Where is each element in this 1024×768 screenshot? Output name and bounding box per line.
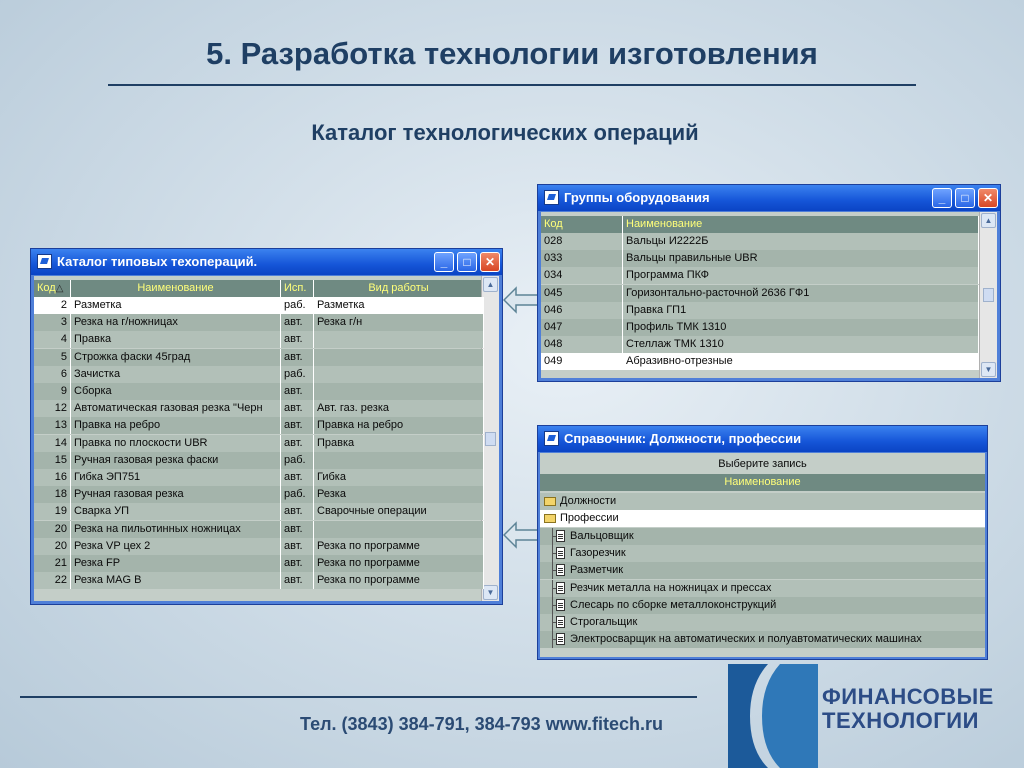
cell-code: 15 bbox=[34, 452, 71, 469]
tree-item[interactable] bbox=[540, 631, 985, 648]
column-header-code[interactable]: Код bbox=[541, 216, 623, 233]
scroll-thumb[interactable] bbox=[983, 288, 994, 302]
cell-code: 9 bbox=[34, 383, 71, 400]
cell-code: 028 bbox=[541, 233, 623, 250]
cell-code: 047 bbox=[541, 319, 623, 336]
catalog-titlebar[interactable] bbox=[31, 249, 502, 275]
tree-item[interactable] bbox=[540, 580, 985, 597]
arrow-left-icon bbox=[503, 286, 541, 314]
scroll-up-button[interactable]: ▲ bbox=[483, 277, 498, 292]
table-row[interactable] bbox=[34, 417, 484, 434]
table-row[interactable] bbox=[541, 233, 979, 250]
cell-name: Программа ПКФ bbox=[623, 267, 979, 284]
slide-subtitle: Каталог технологических операций bbox=[311, 120, 699, 145]
table-row[interactable] bbox=[34, 349, 484, 366]
cell-exec: раб. bbox=[281, 486, 314, 503]
tree-item[interactable] bbox=[540, 597, 985, 614]
tree-item-label: Вальцовщик bbox=[570, 529, 634, 542]
equipment-scrollbar[interactable] bbox=[979, 212, 997, 378]
equipment-grid[interactable] bbox=[541, 212, 997, 378]
folder-icon bbox=[544, 514, 556, 523]
cell-exec: авт. bbox=[281, 521, 314, 538]
cell-name: Разметка bbox=[71, 297, 281, 314]
cell-code: 3 bbox=[34, 314, 71, 331]
cell-work-type bbox=[314, 521, 484, 538]
arrow-left-icon bbox=[503, 521, 541, 549]
table-row[interactable] bbox=[34, 572, 484, 589]
cell-exec: авт. bbox=[281, 469, 314, 486]
app-icon bbox=[37, 254, 52, 269]
close-button[interactable]: ✕ bbox=[978, 188, 998, 208]
cell-work-type: Правка bbox=[314, 435, 484, 452]
table-row[interactable] bbox=[34, 486, 484, 503]
grid-header bbox=[541, 216, 979, 233]
cell-code: 048 bbox=[541, 336, 623, 353]
title-rule bbox=[108, 84, 916, 86]
cell-name: Резка FP bbox=[71, 555, 281, 572]
tree-item-label: Строгальщик bbox=[570, 616, 638, 629]
table-row[interactable] bbox=[34, 400, 484, 417]
cell-name: Правка на ребро bbox=[71, 417, 281, 434]
tree-item[interactable] bbox=[540, 528, 985, 545]
cell-name: Ручная газовая резка фаски bbox=[71, 452, 281, 469]
cell-work-type: Разметка bbox=[314, 297, 484, 314]
cell-name: Правка bbox=[71, 331, 281, 348]
cell-code: 6 bbox=[34, 366, 71, 383]
column-header-exec[interactable]: Исп. bbox=[281, 280, 314, 297]
table-row[interactable] bbox=[34, 383, 484, 400]
cell-name: Ручная газовая резка bbox=[71, 486, 281, 503]
cell-name: Абразивно-отрезные bbox=[623, 353, 979, 370]
table-row[interactable] bbox=[34, 503, 484, 520]
table-row[interactable] bbox=[541, 267, 979, 284]
cell-work-type bbox=[314, 452, 484, 469]
cell-name: Горизонтально-расточной 2636 ГФ1 bbox=[623, 285, 979, 302]
equipment-window[interactable] bbox=[537, 184, 1001, 382]
cell-name: Резка на г/ножницах bbox=[71, 314, 281, 331]
cell-exec: раб. bbox=[281, 366, 314, 383]
cell-code: 16 bbox=[34, 469, 71, 486]
cell-work-type: Гибка bbox=[314, 469, 484, 486]
cell-code: 034 bbox=[541, 267, 623, 284]
cell-code: 14 bbox=[34, 435, 71, 452]
minimize-button[interactable]: _ bbox=[434, 252, 454, 272]
table-row[interactable] bbox=[34, 366, 484, 383]
cell-code: 21 bbox=[34, 555, 71, 572]
cell-name: Резка VP цех 2 bbox=[71, 538, 281, 555]
cell-exec: раб. bbox=[281, 452, 314, 469]
scroll-up-button[interactable]: ▲ bbox=[981, 213, 996, 228]
logo-mark bbox=[728, 664, 818, 768]
cell-code: 13 bbox=[34, 417, 71, 434]
cell-name: Резка MAG B bbox=[71, 572, 281, 589]
cell-exec: авт. bbox=[281, 383, 314, 400]
app-icon bbox=[544, 190, 559, 205]
cell-work-type: Авт. газ. резка bbox=[314, 400, 484, 417]
table-row[interactable] bbox=[34, 538, 484, 555]
logo-text-line1: ФИНАНСОВЫЕ bbox=[822, 684, 994, 709]
cell-code: 19 bbox=[34, 503, 71, 520]
tree-item[interactable] bbox=[540, 614, 985, 631]
footer-contacts: Тел. (3843) 384-791, 384-793 www.fitech.ru bbox=[300, 714, 664, 734]
cell-code: 033 bbox=[541, 250, 623, 267]
catalog-grid[interactable] bbox=[34, 276, 499, 601]
cell-code: 2 bbox=[34, 297, 71, 314]
tree-item[interactable] bbox=[540, 562, 985, 579]
minimize-button[interactable]: _ bbox=[932, 188, 952, 208]
app-icon bbox=[544, 431, 559, 446]
cell-exec: раб. bbox=[281, 297, 314, 314]
table-row[interactable] bbox=[541, 285, 979, 302]
cell-work-type: Резка bbox=[314, 486, 484, 503]
maximize-button[interactable]: □ bbox=[457, 252, 477, 272]
cell-code: 18 bbox=[34, 486, 71, 503]
document-icon bbox=[556, 564, 565, 576]
select-caption: Выберите запись bbox=[718, 458, 807, 470]
tree-folder-label: Должности bbox=[560, 495, 617, 507]
scroll-thumb[interactable] bbox=[485, 432, 496, 446]
table-row[interactable] bbox=[34, 297, 484, 314]
cell-code: 049 bbox=[541, 353, 623, 370]
cell-exec: авт. bbox=[281, 314, 314, 331]
cell-exec: авт. bbox=[281, 417, 314, 434]
slide-title: 5. Разработка технологии изготовления bbox=[206, 36, 818, 71]
cell-code: 20 bbox=[34, 538, 71, 555]
close-button[interactable]: ✕ bbox=[480, 252, 500, 272]
column-header-name[interactable]: Наименование bbox=[623, 216, 979, 233]
tree-item-label: Электросварщик на автоматических и полуавтоматических машинах bbox=[570, 633, 922, 646]
table-row[interactable] bbox=[34, 331, 484, 348]
tree-item-label: Разметчик bbox=[570, 564, 624, 577]
cell-code: 20 bbox=[34, 521, 71, 538]
cell-work-type: Резка г/н bbox=[314, 314, 484, 331]
cell-exec: авт. bbox=[281, 555, 314, 572]
document-icon bbox=[556, 633, 565, 645]
cell-work-type bbox=[314, 331, 484, 348]
footer-rule bbox=[20, 696, 697, 698]
cell-code: 22 bbox=[34, 572, 71, 589]
tree-item-label: Газорезчик bbox=[570, 546, 626, 559]
cell-work-type: Правка на ребро bbox=[314, 417, 484, 434]
cell-work-type: Резка по программе bbox=[314, 572, 484, 589]
cell-exec: авт. bbox=[281, 572, 314, 589]
cell-name: Стеллаж ТМК 1310 bbox=[623, 336, 979, 353]
cell-work-type: Резка по программе bbox=[314, 538, 484, 555]
professions-title: Справочник: Должности, профессии bbox=[564, 431, 802, 446]
tree-folder[interactable] bbox=[540, 493, 985, 510]
cell-work-type bbox=[314, 383, 484, 400]
cell-work-type bbox=[314, 349, 484, 366]
table-row[interactable] bbox=[34, 469, 484, 486]
document-icon bbox=[556, 616, 565, 628]
cell-exec: авт. bbox=[281, 331, 314, 348]
scroll-down-button[interactable]: ▼ bbox=[981, 362, 996, 377]
folder-icon bbox=[544, 497, 556, 506]
cell-name: Правка ГП1 bbox=[623, 302, 979, 319]
tree-item-label: Резчик металла на ножницах и прессах bbox=[570, 581, 772, 594]
cell-work-type: Резка по программе bbox=[314, 555, 484, 572]
table-row[interactable] bbox=[34, 452, 484, 469]
logo-text-line2: ТЕХНОЛОГИИ bbox=[822, 708, 979, 733]
catalog-title: Каталог типовых техопераций. bbox=[57, 254, 258, 269]
cell-exec: авт. bbox=[281, 435, 314, 452]
cell-name: Строжка фаски 45град bbox=[71, 349, 281, 366]
cell-name: Профиль ТМК 1310 bbox=[623, 319, 979, 336]
cell-name: Резка на пильотинных ножницах bbox=[71, 521, 281, 538]
table-row[interactable] bbox=[34, 435, 484, 452]
professions-tree[interactable] bbox=[540, 453, 985, 657]
cell-code: 4 bbox=[34, 331, 71, 348]
cell-name: Гибка ЭП751 bbox=[71, 469, 281, 486]
cell-exec: авт. bbox=[281, 349, 314, 366]
cell-name: Сварка УП bbox=[71, 503, 281, 520]
tree-folder-label: Профессии bbox=[560, 512, 619, 525]
column-header-work-type[interactable]: Вид работы bbox=[314, 280, 484, 297]
professions-window[interactable] bbox=[537, 425, 988, 660]
document-icon bbox=[556, 547, 565, 559]
cell-name: Автоматическая газовая резка "Черн bbox=[71, 400, 281, 417]
column-header-name[interactable]: Наименование bbox=[540, 474, 985, 491]
scroll-down-button[interactable]: ▼ bbox=[483, 585, 498, 600]
tree-item[interactable] bbox=[540, 545, 985, 562]
cell-name: Правка по плоскости UBR bbox=[71, 435, 281, 452]
equipment-title: Группы оборудования bbox=[564, 190, 710, 205]
cell-work-type bbox=[314, 366, 484, 383]
cell-exec: авт. bbox=[281, 538, 314, 555]
table-row[interactable] bbox=[541, 336, 979, 353]
cell-name: Сборка bbox=[71, 383, 281, 400]
professions-titlebar[interactable] bbox=[538, 426, 987, 452]
cell-name: Вальцы И2222Б bbox=[623, 233, 979, 250]
cell-code: 045 bbox=[541, 285, 623, 302]
tree-folder[interactable] bbox=[540, 510, 985, 527]
table-row[interactable] bbox=[34, 314, 484, 331]
document-icon bbox=[556, 599, 565, 611]
cell-name: Вальцы правильные UBR bbox=[623, 250, 979, 267]
sort-icon: △ bbox=[55, 283, 64, 294]
column-header-code[interactable]: Код△ bbox=[34, 280, 71, 297]
document-icon bbox=[556, 582, 565, 594]
cell-code: 5 bbox=[34, 349, 71, 366]
table-row[interactable] bbox=[541, 302, 979, 319]
table-row[interactable] bbox=[541, 319, 979, 336]
cell-work-type: Сварочные операции bbox=[314, 503, 484, 520]
table-row[interactable] bbox=[541, 353, 979, 370]
table-row[interactable] bbox=[541, 250, 979, 267]
maximize-button[interactable]: □ bbox=[955, 188, 975, 208]
document-icon bbox=[556, 530, 565, 542]
tree-item-label: Слесарь по сборке металлоконструкций bbox=[570, 598, 777, 611]
catalog-window[interactable] bbox=[30, 248, 503, 605]
column-header-name[interactable]: Наименование bbox=[71, 280, 281, 297]
table-row[interactable] bbox=[34, 555, 484, 572]
cell-exec: авт. bbox=[281, 400, 314, 417]
cell-name: Зачистка bbox=[71, 366, 281, 383]
table-row[interactable] bbox=[34, 521, 484, 538]
cell-exec: авт. bbox=[281, 503, 314, 520]
cell-code: 046 bbox=[541, 302, 623, 319]
equipment-titlebar[interactable] bbox=[538, 185, 1000, 211]
grid-header bbox=[34, 280, 484, 297]
cell-code: 12 bbox=[34, 400, 71, 417]
